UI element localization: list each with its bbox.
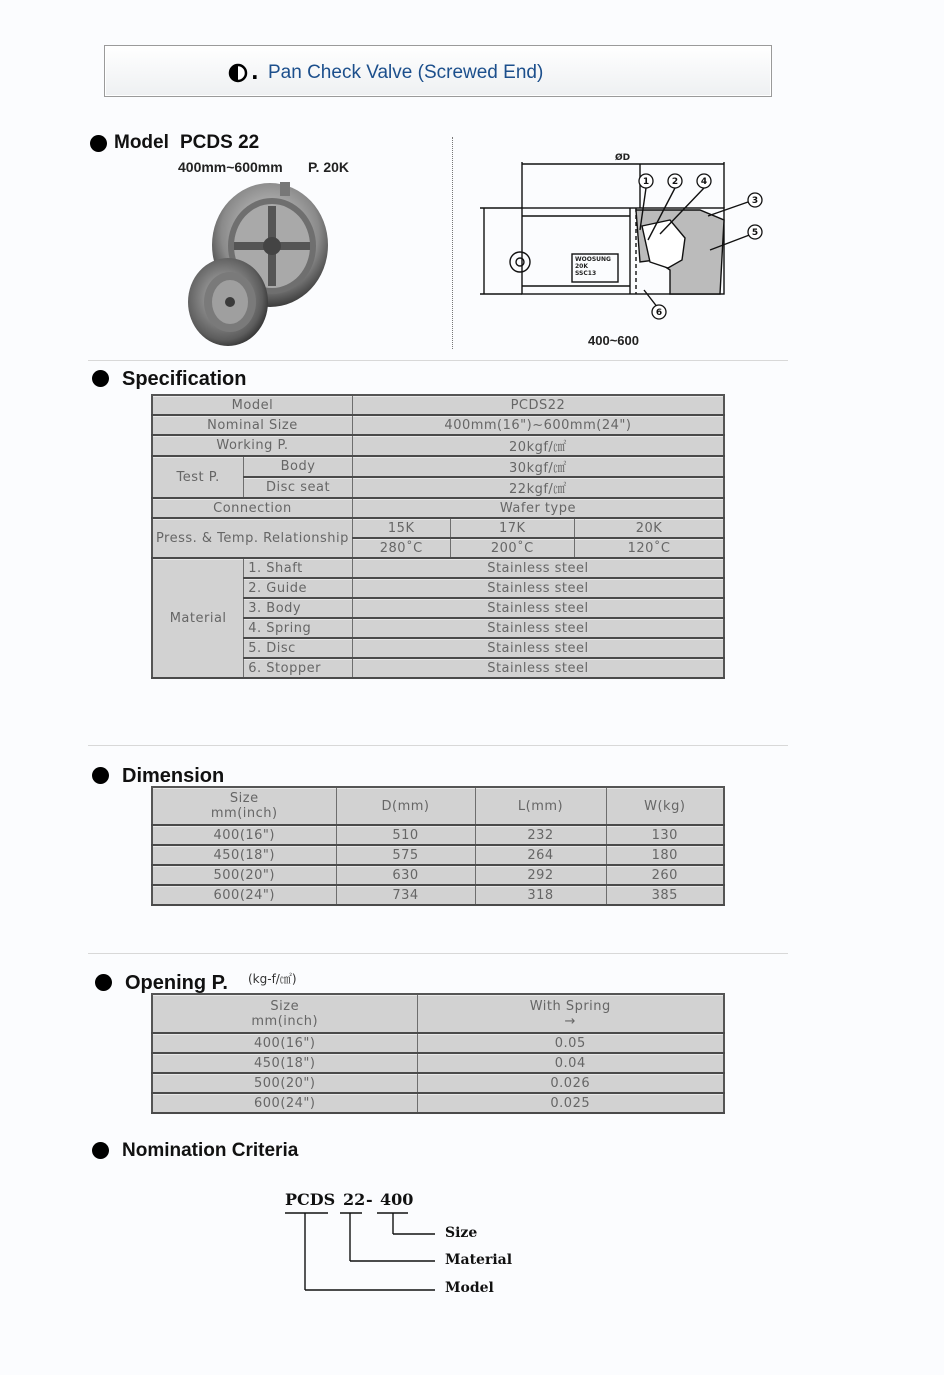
cell: 734 [336, 885, 475, 905]
cell: Model [152, 395, 352, 415]
table-row [152, 845, 724, 865]
opening-unit: (kg-f/㎠) [248, 972, 297, 986]
bullet-icon [95, 974, 112, 991]
cell: 450(18") [152, 845, 336, 865]
cell: 575 [336, 845, 475, 865]
cell: Material [152, 558, 244, 678]
bullet-icon [92, 370, 109, 387]
valve-drawing [470, 150, 780, 350]
cell: 385 [606, 885, 724, 905]
cell: 17K [450, 518, 575, 538]
cell: Stainless steel [352, 638, 724, 658]
cell: 120˚C [575, 538, 724, 558]
cell: Connection [152, 498, 352, 518]
spec-table [151, 394, 725, 679]
part-3-label: 3 [751, 196, 759, 206]
cell: D(mm) [336, 787, 475, 825]
cell: 200˚C [450, 538, 575, 558]
header-unit: mm(inch) [210, 806, 278, 821]
cell: Test P. [152, 456, 244, 498]
header-size: Size [270, 998, 300, 1014]
nomination-diagram [280, 1210, 450, 1300]
cell: 2. Guide [244, 578, 353, 598]
cell [417, 994, 724, 1033]
diameter-label: ØD [615, 153, 631, 163]
cell: 15K [352, 518, 450, 538]
cell: 232 [475, 825, 606, 845]
part-4-label: 4 [700, 177, 708, 187]
cell: 6. Stopper [244, 658, 353, 678]
cell: 400mm(16")~600mm(24") [352, 415, 724, 435]
cell: Disc seat [244, 477, 353, 498]
brand-line-3: SSC13 [575, 270, 597, 277]
part-2-label: 2 [671, 177, 679, 187]
cell [152, 787, 336, 825]
divider [452, 137, 453, 349]
cell: Stainless steel [352, 578, 724, 598]
code-material: 22 [343, 1190, 366, 1209]
cell: 280˚C [352, 538, 450, 558]
cell: 0.05 [417, 1033, 724, 1053]
cell: 450(18") [152, 1053, 417, 1073]
title-dot: . [251, 60, 259, 84]
divider [88, 953, 788, 954]
bullet-icon [90, 135, 107, 152]
code-dash: - [366, 1190, 373, 1209]
divider [88, 745, 788, 746]
opening-table [151, 993, 725, 1114]
bullet-icon [92, 767, 109, 784]
table-row [152, 865, 724, 885]
divider [88, 360, 788, 361]
part-1-label: 1 [642, 177, 650, 187]
label-material: Material [445, 1252, 513, 1268]
code-series: PCDS [285, 1190, 336, 1209]
cell: 318 [475, 885, 606, 905]
cell: 30kgf/㎠ [352, 456, 724, 477]
cell: Stainless steel [352, 658, 724, 678]
cell: 264 [475, 845, 606, 865]
bullet-icon [92, 1142, 109, 1159]
model-label: Model [114, 132, 169, 153]
opening-heading: Opening P. [125, 972, 228, 994]
cell: L(mm) [475, 787, 606, 825]
cell: 400(16") [152, 825, 336, 845]
cell: 0.04 [417, 1053, 724, 1073]
cell: 510 [336, 825, 475, 845]
page-title: Pan Check Valve (Screwed End) [268, 62, 544, 83]
header-with-spring: With Spring [529, 998, 611, 1014]
cell: 0.026 [417, 1073, 724, 1093]
pressure-rating: P. 20K [308, 159, 349, 175]
cell: Press. & Temp. Relationship [152, 518, 352, 558]
model-code: PCDS 22 [180, 132, 260, 153]
cell: Stainless steel [352, 558, 724, 578]
table-row [152, 1033, 724, 1053]
cell: 130 [606, 825, 724, 845]
table-row [152, 885, 724, 905]
label-model: Model [445, 1280, 494, 1296]
spec-heading: Specification [122, 368, 247, 390]
table-row [152, 825, 724, 845]
size-range: 400mm~600mm [178, 159, 283, 175]
cell: Nominal Size [152, 415, 352, 435]
nomination-heading: Nomination Criteria [122, 1140, 299, 1161]
header-size: Size [229, 791, 259, 806]
cell: 400(16") [152, 1033, 417, 1053]
brand-plate [575, 256, 611, 277]
part-6-label: 6 [655, 308, 663, 318]
header-unit: mm(inch) [251, 1013, 319, 1029]
cell: 292 [475, 865, 606, 885]
cell: 22kgf/㎠ [352, 477, 724, 498]
label-size: Size [445, 1225, 478, 1241]
valve-photo [180, 180, 330, 350]
cell: Body [244, 456, 353, 477]
cell: 20kgf/㎠ [352, 435, 724, 456]
cell: 4. Spring [244, 618, 353, 638]
dimension-table [151, 786, 725, 906]
cell: Stainless steel [352, 598, 724, 618]
part-5-label: 5 [751, 228, 759, 238]
cell: 5. Disc [244, 638, 353, 658]
cell [152, 994, 417, 1033]
cell: 600(24") [152, 1093, 417, 1113]
brand-line-1: WOOSUNG [575, 256, 611, 263]
cell: 600(24") [152, 885, 336, 905]
dimension-heading: Dimension [122, 765, 225, 787]
brand-line-2: 20K [575, 263, 588, 270]
drawing-caption: 400~600 [588, 333, 639, 348]
table-row [152, 1073, 724, 1093]
cell: 0.025 [417, 1093, 724, 1113]
cell: 500(20") [152, 1073, 417, 1093]
cell: Wafer type [352, 498, 724, 518]
cell: 260 [606, 865, 724, 885]
code-size: 400 [380, 1190, 414, 1209]
arrow-icon: → [564, 1013, 576, 1029]
cell: 3. Body [244, 598, 353, 618]
cell: 630 [336, 865, 475, 885]
table-row [152, 1053, 724, 1073]
table-row [152, 1093, 724, 1113]
cell: W(kg) [606, 787, 724, 825]
cell: PCDS22 [352, 395, 724, 415]
cell: 20K [575, 518, 724, 538]
cell: 1. Shaft [244, 558, 353, 578]
half-circle-icon [228, 63, 248, 83]
cell: 180 [606, 845, 724, 865]
cell: Working P. [152, 435, 352, 456]
cell: Stainless steel [352, 618, 724, 638]
cell: 500(20") [152, 865, 336, 885]
